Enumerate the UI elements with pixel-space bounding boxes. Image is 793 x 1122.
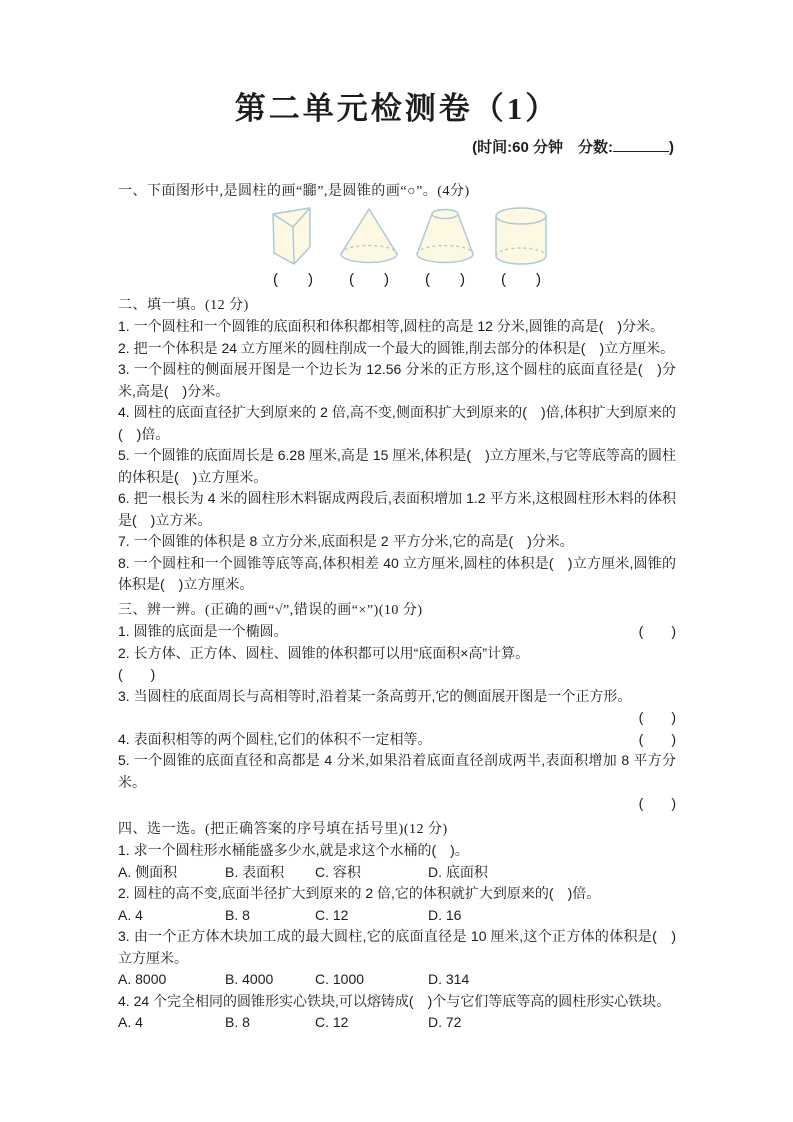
choice-question-4: 4. 24 个完全相同的圆锥形实心铁块,可以熔铸成( )个与它们等底等高的圆柱形实心铁块。	[118, 992, 671, 1009]
section4-multiple-choice	[118, 819, 676, 1034]
option-d: D. 底面积	[428, 863, 488, 880]
exam-meta	[118, 136, 674, 157]
judge-item-3-brackets: ( )	[638, 709, 676, 726]
fill-item-4: 4. 圆柱的底面直径扩大到原来的 2 倍,高不变,侧面积扩大到原来的( )倍,体积扩大到原来的( )倍。	[118, 404, 676, 442]
judge-item-2-brackets: ( )	[118, 666, 156, 683]
judge-item-3: 3. 当圆柱的底面周长与高相等时,沿着某一条高剪开,它的侧面展开图是一个正方形。	[118, 687, 632, 704]
figure-answer-brackets: ( )	[425, 270, 465, 288]
option-c: C. 容积	[315, 863, 361, 880]
score-blank-line	[613, 138, 669, 152]
option-b: B. 8	[225, 1014, 250, 1031]
time-score-label: (时间:60 分钟 分数:	[472, 139, 613, 157]
choice-question-2: 2. 圆柱的高不变,底面半径扩大到原来的 2 倍,它的体积就扩大到原来的( )倍。	[118, 885, 601, 902]
figure-answer-brackets: ( )	[349, 270, 389, 288]
option-d: D. 72	[428, 1014, 462, 1031]
judge-item-4	[118, 729, 676, 751]
judge-item-2: 2. 长方体、正方体、圆柱、圆锥的体积都可以用“底面积×高”计算。	[118, 644, 530, 661]
judge-item-5: 5. 一个圆锥的底面直径和高都是 4 分米,如果沿着底面直径剖成两半,表面积增加 8 平方分米。	[118, 752, 676, 790]
judge-item-1-text: 1. 圆锥的底面是一个椭圆。	[118, 623, 288, 640]
frustum-icon	[414, 207, 476, 265]
figure-frustum	[414, 207, 476, 289]
judge-item-5-brackets: ( )	[638, 795, 676, 812]
option-a: A. 4	[118, 1014, 143, 1031]
judge-item-4-text: 4. 表面积相等的两个圆柱,它们的体积不一定相等。	[118, 730, 432, 747]
figures-row	[262, 207, 676, 289]
section3-true-false	[118, 600, 676, 815]
option-d: D. 314	[428, 971, 470, 988]
cylinder-icon	[494, 207, 548, 265]
page-title: 第二单元检测卷（1）	[234, 91, 560, 126]
option-c: C. 12	[315, 906, 349, 923]
option-a: A. 侧面积	[118, 863, 178, 880]
figure-cylinder	[490, 207, 552, 289]
fill-item-2: 2. 把一个体积是 24 立方厘米的圆柱削成一个最大的圆锥,削去部分的体积是( )立方厘米。	[118, 339, 675, 356]
figure-answer-brackets: ( )	[501, 270, 541, 288]
option-d: D. 16	[428, 906, 462, 923]
section4-heading: 四、选一选。(把正确答案的序号填在括号里)(12 分)	[118, 821, 448, 837]
section3-heading: 三、辨一辨。(正确的画“√”,错误的画“×”)(10 分)	[118, 602, 423, 618]
section1-heading: 一、下面图形中,是圆柱的画“嚻”,是圆锥的画“○”。(4分)	[118, 184, 470, 200]
choice-question-4-options	[118, 1012, 676, 1034]
cone-icon	[339, 207, 399, 265]
option-c: C. 12	[315, 1014, 349, 1031]
option-c: C. 1000	[315, 971, 365, 988]
option-b: B. 表面积	[225, 863, 285, 880]
judge-item-1-brackets: ( )	[638, 623, 676, 640]
section2-heading: 二、填一填。(12 分)	[118, 297, 249, 313]
figure-cone	[338, 207, 400, 289]
choice-question-1-options	[118, 862, 676, 884]
figure-triangular-prism	[262, 207, 324, 289]
option-a: A. 8000	[118, 971, 167, 988]
fill-item-7: 7. 一个圆锥的体积是 8 立方分米,底面积是 2 平方分米,它的高是( )分米。	[118, 533, 574, 550]
fill-item-8: 8. 一个圆柱和一个圆锥等底等高,体积相差 40 立方厘米,圆柱的体积是( )立方厘米,圆锥的体积是( )立方厘米。	[118, 554, 676, 593]
choice-question-1: 1. 求一个圆柱形水桶能盛多少水,就是求这个水桶的( )。	[118, 842, 469, 859]
fill-item-6: 6. 把一根长为 4 米的圆柱形木料锯成两段后,表面积增加 1.2 平方米,这根圆柱形木料的体积是( )立方米。	[118, 490, 676, 528]
option-a: A. 4	[118, 906, 143, 923]
figure-answer-brackets: ( )	[273, 270, 313, 288]
section2-fill-in	[118, 295, 676, 596]
choice-question-3: 3. 由一个正方体木块加工成的最大圆柱,它的底面直径是 10 厘米,这个正方体的体积是( )立方厘米。	[118, 928, 676, 966]
judge-item-1	[118, 621, 676, 643]
choice-question-2-options	[118, 905, 676, 927]
choice-question-3-options	[118, 969, 676, 991]
fill-item-5: 5. 一个圆锥的底面周长是 6.28 厘米,高是 15 厘米,体积是( )立方厘米,与它等底等高的圆柱的体积是( )立方厘米。	[118, 447, 676, 485]
option-b: B. 8	[225, 906, 250, 923]
judge-item-4-brackets: ( )	[638, 730, 676, 747]
option-b: B. 4000	[225, 971, 274, 988]
triangular-prism-icon	[268, 207, 318, 265]
meta-suffix: )	[669, 139, 674, 157]
fill-item-1: 1. 一个圆柱和一个圆锥的底面积和体积都相等,圆柱的高是 12 分米,圆锥的高是( )分米。	[118, 318, 665, 335]
fill-item-3: 3. 一个圆柱的侧面展开图是一个边长为 12.56 分米的正方形,这个圆柱的底面直径是( )分米,高是( )分米。	[118, 361, 676, 399]
